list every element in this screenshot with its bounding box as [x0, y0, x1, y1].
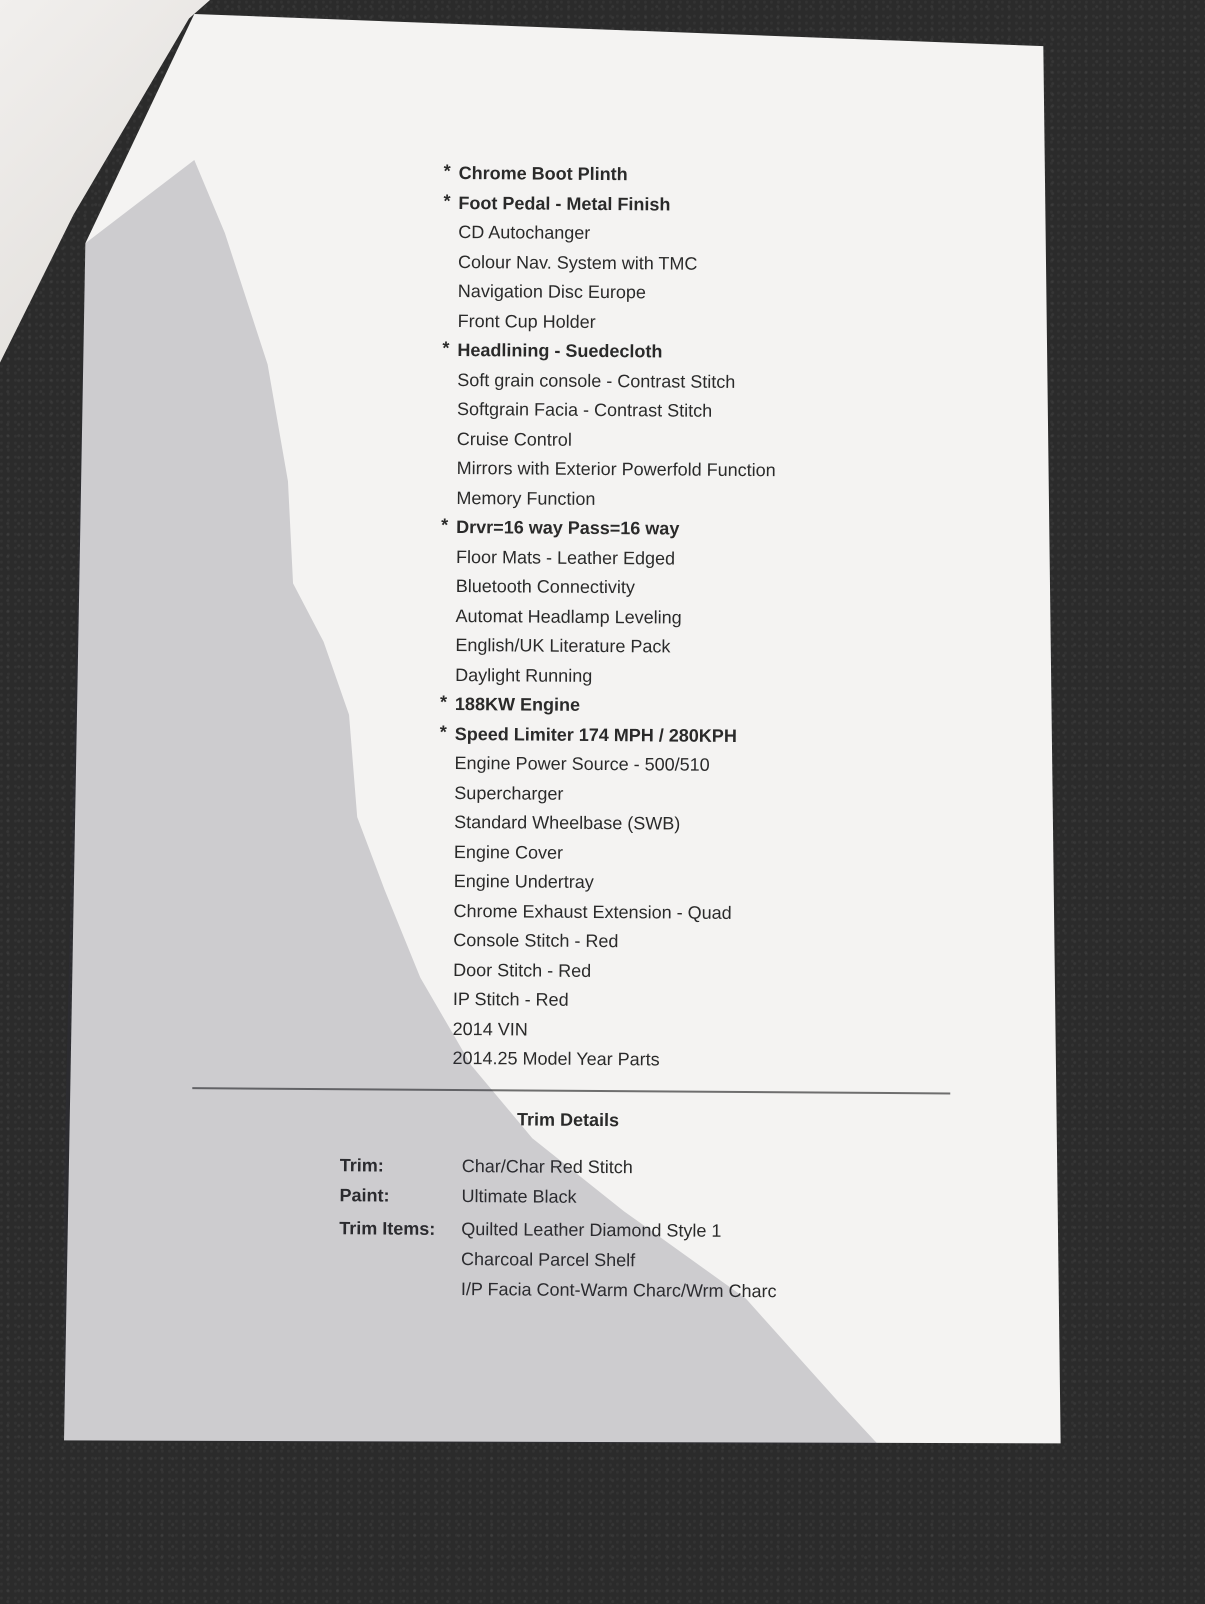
- option-label: Softgrain Facia - Contrast Stitch: [456, 398, 713, 421]
- option-label: Drvr=16 way Pass=16 way: [456, 516, 680, 539]
- option-label: Cruise Control: [456, 428, 572, 450]
- option-item: [440, 719, 870, 752]
- paint-value: Ultimate Black: [461, 1186, 577, 1207]
- trim-label: Trim:: [339, 1155, 384, 1176]
- option-label: CD Autochanger: [458, 221, 591, 243]
- option-label: 188KW Engine: [454, 693, 581, 715]
- option-label: Memory Function: [456, 487, 596, 509]
- option-item: [439, 837, 869, 870]
- option-item: [438, 955, 868, 988]
- standard-option-marker: *: [442, 337, 450, 358]
- option-item: [442, 336, 872, 369]
- option-item: [443, 188, 873, 221]
- option-label: Daylight Running: [455, 664, 593, 686]
- option-label: English/UK Literature Pack: [455, 634, 671, 657]
- trim-items-label: Trim Items:: [339, 1218, 436, 1239]
- option-label: Foot Pedal - Metal Finish: [458, 192, 671, 214]
- option-item: [438, 926, 868, 959]
- option-item: [440, 690, 870, 723]
- vehicle-options-list: [437, 159, 873, 1076]
- option-item: [441, 513, 871, 546]
- option-item: [440, 601, 870, 634]
- option-label: Navigation Disc Europe: [457, 280, 647, 303]
- option-label: Soft grain console - Contrast Stitch: [457, 369, 736, 392]
- option-item: [442, 454, 872, 487]
- option-label: 2014.25 Model Year Parts: [452, 1047, 660, 1070]
- standard-option-marker: *: [441, 514, 449, 535]
- option-label: Colour Nav. System with TMC: [457, 251, 698, 274]
- option-item: [443, 306, 873, 339]
- option-item: [438, 896, 868, 929]
- option-item: [443, 277, 873, 310]
- option-item: [439, 808, 869, 841]
- option-label: Chrome Boot Plinth: [458, 163, 628, 185]
- option-label: Mirrors with Exterior Powerfold Function: [456, 457, 776, 481]
- option-item: [439, 867, 869, 900]
- option-label: Door Stitch - Red: [453, 959, 592, 981]
- option-item: [443, 247, 873, 280]
- option-item: [443, 218, 873, 251]
- standard-option-marker: *: [439, 691, 448, 712]
- trim-value: Char/Char Red Stitch: [461, 1156, 633, 1178]
- paint-label: Paint:: [339, 1185, 390, 1206]
- option-item: [440, 660, 870, 693]
- option-item: [439, 749, 869, 782]
- option-label: Headlining - Suedecloth: [457, 339, 663, 362]
- option-label: Bluetooth Connectivity: [455, 575, 635, 598]
- option-label: Front Cup Holder: [457, 310, 596, 332]
- option-label: Automat Headlamp Leveling: [455, 605, 682, 628]
- option-item: [438, 985, 868, 1018]
- option-item: [441, 572, 871, 605]
- option-label: Chrome Exhaust Extension - Quad: [453, 900, 732, 923]
- option-item: [442, 395, 872, 428]
- option-item: [439, 778, 869, 811]
- option-label: Supercharger: [454, 782, 564, 804]
- option-item: [441, 542, 871, 575]
- option-label: Console Stitch - Red: [453, 929, 619, 952]
- option-item: [444, 159, 874, 192]
- trim-details-heading: Trim Details: [517, 1109, 620, 1131]
- option-label: Engine Undertray: [453, 870, 594, 892]
- option-label: IP Stitch - Red: [452, 988, 569, 1010]
- option-label: Standard Wheelbase (SWB): [454, 811, 681, 834]
- option-label: 2014 VIN: [452, 1018, 528, 1040]
- option-label: Engine Power Source - 500/510: [454, 752, 710, 775]
- trim-item: Quilted Leather Diamond Style 1: [461, 1219, 722, 1241]
- option-item: [437, 1044, 867, 1077]
- trim-item: I/P Facia Cont-Warm Charc/Wrm Charc: [460, 1279, 777, 1302]
- option-item: [438, 1014, 868, 1047]
- option-item: [440, 631, 870, 664]
- trim-item: Charcoal Parcel Shelf: [461, 1249, 636, 1271]
- option-item: [442, 424, 872, 457]
- standard-option-marker: *: [439, 721, 447, 742]
- option-item: [441, 483, 871, 516]
- standard-option-marker: *: [443, 190, 451, 211]
- option-label: Floor Mats - Leather Edged: [455, 546, 676, 569]
- option-label: Engine Cover: [453, 841, 564, 863]
- option-label: Speed Limiter 174 MPH / 280KPH: [454, 723, 737, 746]
- standard-option-marker: *: [443, 160, 451, 181]
- option-item: [442, 365, 872, 398]
